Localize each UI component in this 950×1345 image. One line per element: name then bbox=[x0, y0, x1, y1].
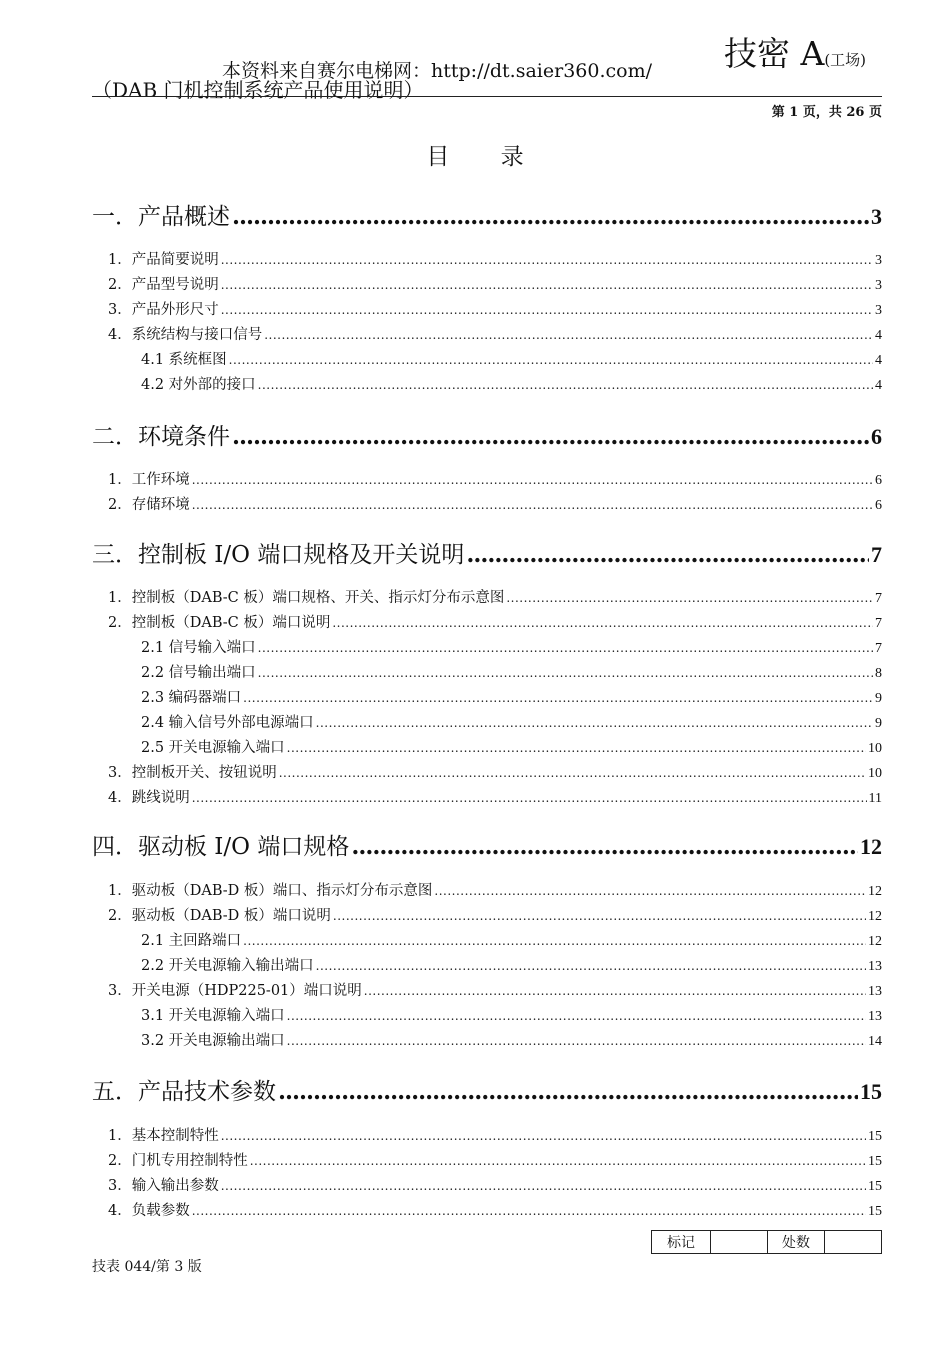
toc-entry-level3[interactable] bbox=[141, 636, 882, 658]
toc-entry-page: 9 bbox=[875, 716, 882, 731]
toc-entry-level3[interactable] bbox=[141, 954, 882, 976]
toc-entry-label: 2.2 信号输出端口 bbox=[141, 665, 256, 681]
toc-dot-leader bbox=[221, 303, 873, 317]
toc-entry-page: 9 bbox=[875, 691, 882, 706]
toc-entry-level2[interactable] bbox=[108, 248, 882, 270]
toc-entry-level1[interactable] bbox=[92, 1073, 882, 1105]
mark-value-cell bbox=[711, 1231, 768, 1254]
toc-entry-page: 10 bbox=[868, 741, 882, 756]
toc-entry-page: 6 bbox=[875, 473, 882, 488]
toc-entry-label: 3．输入输出参数 bbox=[108, 1178, 219, 1194]
form-number: 技表 044/第 3 版 bbox=[92, 1259, 202, 1275]
toc-entry-label: 1．基本控制特性 bbox=[108, 1128, 219, 1144]
toc-entry-label: 三．控制板 I/O 端口规格及开关说明 bbox=[92, 542, 465, 568]
header-rule bbox=[92, 96, 882, 97]
toc-dot-leader bbox=[316, 716, 873, 730]
toc-dot-leader bbox=[192, 473, 873, 487]
toc-entry-label: 1．产品简要说明 bbox=[108, 252, 219, 268]
toc-entry-page: 15 bbox=[868, 1179, 882, 1194]
toc-entry-level3[interactable] bbox=[141, 1029, 882, 1051]
toc-entry-label: 2．控制板（DAB-C 板）端口说明 bbox=[108, 615, 331, 631]
toc-entry-page: 3 bbox=[871, 204, 882, 229]
toc-entry-level1[interactable] bbox=[92, 198, 882, 230]
mark-label: 标记 bbox=[652, 1231, 711, 1254]
toc-dot-leader bbox=[221, 278, 873, 292]
toc-dot-leader bbox=[243, 691, 873, 705]
toc-dot-leader bbox=[364, 984, 866, 998]
toc-entry-page: 15 bbox=[860, 1079, 882, 1104]
toc-entry-label: 3．控制板开关、按钮说明 bbox=[108, 765, 277, 781]
toc-entry-level3[interactable] bbox=[141, 929, 882, 951]
toc-dot-leader bbox=[287, 1034, 866, 1048]
toc-entry-label: 4．系统结构与接口信号 bbox=[108, 327, 263, 343]
toc-entry-page: 6 bbox=[875, 498, 882, 513]
toc-entry-level2[interactable] bbox=[108, 904, 882, 926]
toc-entry-page: 4 bbox=[875, 378, 882, 393]
secret-level-main: 技密 A bbox=[724, 34, 825, 73]
toc-entry-label: 4．跳线说明 bbox=[108, 790, 190, 806]
toc-dot-leader bbox=[258, 378, 873, 392]
toc-dot-leader bbox=[192, 498, 873, 512]
toc-entry-label: 2.2 开关电源输入输出端口 bbox=[141, 958, 314, 974]
toc-entry-page: 7 bbox=[875, 616, 882, 631]
toc-dot-leader bbox=[258, 666, 873, 680]
toc-entry-page: 12 bbox=[868, 909, 882, 924]
toc-entry-page: 15 bbox=[868, 1204, 882, 1219]
count-value-cell bbox=[825, 1231, 882, 1254]
toc-entry-label: 4.1 系统框图 bbox=[141, 352, 227, 368]
toc-entry-level2[interactable] bbox=[108, 979, 882, 1001]
toc-dot-leader bbox=[351, 833, 858, 860]
toc-entry-label: 2.1 信号输入端口 bbox=[141, 640, 256, 656]
toc-entry-level3[interactable] bbox=[141, 736, 882, 758]
toc-dot-leader bbox=[287, 1009, 866, 1023]
toc-entry-label: 五．产品技术参数 bbox=[92, 1079, 276, 1105]
toc-entry-label: 3.2 开关电源输出端口 bbox=[141, 1033, 285, 1049]
toc-entry-page: 14 bbox=[868, 1034, 882, 1049]
toc-entry-level1[interactable] bbox=[92, 536, 882, 568]
toc-entry-level3[interactable] bbox=[141, 373, 882, 395]
toc-entry-page: 4 bbox=[875, 328, 882, 343]
toc-dot-leader bbox=[221, 1129, 866, 1143]
toc-entry-level2[interactable] bbox=[108, 786, 882, 808]
toc-entry-level2[interactable] bbox=[108, 879, 882, 901]
toc-entry-page: 7 bbox=[875, 591, 882, 606]
toc-entry-level2[interactable] bbox=[108, 298, 882, 320]
toc-entry-level3[interactable] bbox=[141, 661, 882, 683]
toc-entry-label: 2.5 开关电源输入端口 bbox=[141, 740, 285, 756]
toc-dot-leader bbox=[258, 641, 873, 655]
toc-entry-page: 12 bbox=[868, 934, 882, 949]
toc-entry-label: 4．负载参数 bbox=[108, 1203, 190, 1219]
toc-entry-page: 10 bbox=[868, 766, 882, 781]
secret-level bbox=[724, 28, 866, 75]
toc-dot-leader bbox=[243, 934, 866, 948]
toc-dot-leader bbox=[466, 541, 869, 568]
toc-dot-leader bbox=[250, 1154, 866, 1168]
watermark-text: 本资料来自赛尔电梯网：http://dt.saier360.com/ bbox=[222, 60, 652, 82]
secret-level-scope: (工场) bbox=[824, 51, 867, 69]
toc-dot-leader bbox=[192, 791, 867, 805]
toc-entry-page: 13 bbox=[868, 959, 882, 974]
toc-entry-label: 2．门机专用控制特性 bbox=[108, 1153, 248, 1169]
toc-entry-page: 13 bbox=[868, 984, 882, 999]
toc-entry-label: 1．控制板（DAB-C 板）端口规格、开关、指示灯分布示意图 bbox=[108, 590, 505, 606]
toc-dot-leader bbox=[316, 959, 866, 973]
toc-dot-leader bbox=[279, 766, 866, 780]
toc-entry-level3[interactable] bbox=[141, 686, 882, 708]
toc-entry-label: 四．驱动板 I/O 端口规格 bbox=[92, 834, 350, 860]
toc-dot-leader bbox=[506, 591, 873, 605]
toc-entry-level2[interactable] bbox=[108, 761, 882, 783]
toc-entry-page: 7 bbox=[871, 542, 882, 567]
toc-entry-level1[interactable] bbox=[92, 828, 882, 860]
toc-entry-label: 2．存储环境 bbox=[108, 497, 190, 513]
toc-dot-leader bbox=[232, 423, 869, 450]
toc-entry-level2[interactable] bbox=[108, 611, 882, 633]
toc-dot-leader bbox=[333, 909, 866, 923]
toc-dot-leader bbox=[221, 253, 873, 267]
toc-entry-level3[interactable] bbox=[141, 711, 882, 733]
toc-entry-label: 2．产品型号说明 bbox=[108, 277, 219, 293]
toc-dot-leader bbox=[434, 884, 866, 898]
toc-dot-leader bbox=[229, 353, 873, 367]
toc-entry-label: 3.1 开关电源输入端口 bbox=[141, 1008, 285, 1024]
toc-entry-level2[interactable] bbox=[108, 1199, 882, 1221]
toc-entry-page: 8 bbox=[875, 666, 882, 681]
toc-entry-level1[interactable] bbox=[92, 418, 882, 450]
toc-entry-label: 2.3 编码器端口 bbox=[141, 690, 242, 706]
revision-table bbox=[651, 1230, 882, 1254]
toc-entry-level2[interactable] bbox=[108, 586, 882, 608]
toc-entry-label: 2.1 主回路端口 bbox=[141, 933, 242, 949]
toc-dot-leader bbox=[264, 328, 873, 342]
toc-entry-page: 12 bbox=[868, 884, 882, 899]
toc-entry-label: 2.4 输入信号外部电源端口 bbox=[141, 715, 314, 731]
toc-entry-page: 3 bbox=[875, 278, 882, 293]
toc-entry-page: 3 bbox=[875, 303, 882, 318]
toc-entry-level2[interactable] bbox=[108, 273, 882, 295]
page-number: 第 1 页，共 26 页 bbox=[771, 105, 882, 120]
toc-entry-label: 3．开关电源（HDP225-01）端口说明 bbox=[108, 983, 362, 999]
toc-title: 目 录 bbox=[426, 144, 546, 170]
toc-dot-leader bbox=[221, 1179, 866, 1193]
toc-dot-leader bbox=[332, 616, 873, 630]
toc-entry-label: 一．产品概述 bbox=[92, 204, 230, 230]
toc-entry-page: 3 bbox=[875, 253, 882, 268]
toc-entry-page: 15 bbox=[868, 1154, 882, 1169]
toc-entry-page: 13 bbox=[868, 1009, 882, 1024]
toc-entry-label: 4.2 对外部的接口 bbox=[141, 377, 256, 393]
toc-entry-level2[interactable] bbox=[108, 1124, 882, 1146]
toc-dot-leader bbox=[232, 203, 869, 230]
toc-entry-page: 11 bbox=[868, 791, 882, 806]
toc-entry-page: 12 bbox=[860, 834, 882, 859]
toc-entry-level3[interactable] bbox=[141, 1004, 882, 1026]
toc-entry-label: 3．产品外形尺寸 bbox=[108, 302, 219, 318]
toc-dot-leader bbox=[287, 741, 866, 755]
toc-entry-level2[interactable] bbox=[108, 323, 882, 345]
toc-entry-level2[interactable] bbox=[108, 468, 882, 490]
document-subtitle: （DAB 门机控制系统产品使用说明） bbox=[92, 78, 424, 102]
toc-entry-label: 1．驱动板（DAB-D 板）端口、指示灯分布示意图 bbox=[108, 883, 433, 899]
count-label: 处数 bbox=[768, 1231, 825, 1254]
toc-entry-page: 7 bbox=[875, 641, 882, 656]
toc-entry-label: 2．驱动板（DAB-D 板）端口说明 bbox=[108, 908, 331, 924]
toc-entry-level2[interactable] bbox=[108, 1149, 882, 1171]
toc-entry-level2[interactable] bbox=[108, 493, 882, 515]
toc-entry-page: 6 bbox=[871, 424, 882, 449]
toc-dot-leader bbox=[192, 1204, 866, 1218]
toc-entry-label: 1．工作环境 bbox=[108, 472, 190, 488]
toc-entry-page: 15 bbox=[868, 1129, 882, 1144]
toc-entry-level3[interactable] bbox=[141, 348, 882, 370]
toc-dot-leader bbox=[278, 1078, 858, 1105]
toc-entry-level2[interactable] bbox=[108, 1174, 882, 1196]
toc-entry-label: 二．环境条件 bbox=[92, 424, 230, 450]
toc-entry-page: 4 bbox=[875, 353, 882, 368]
